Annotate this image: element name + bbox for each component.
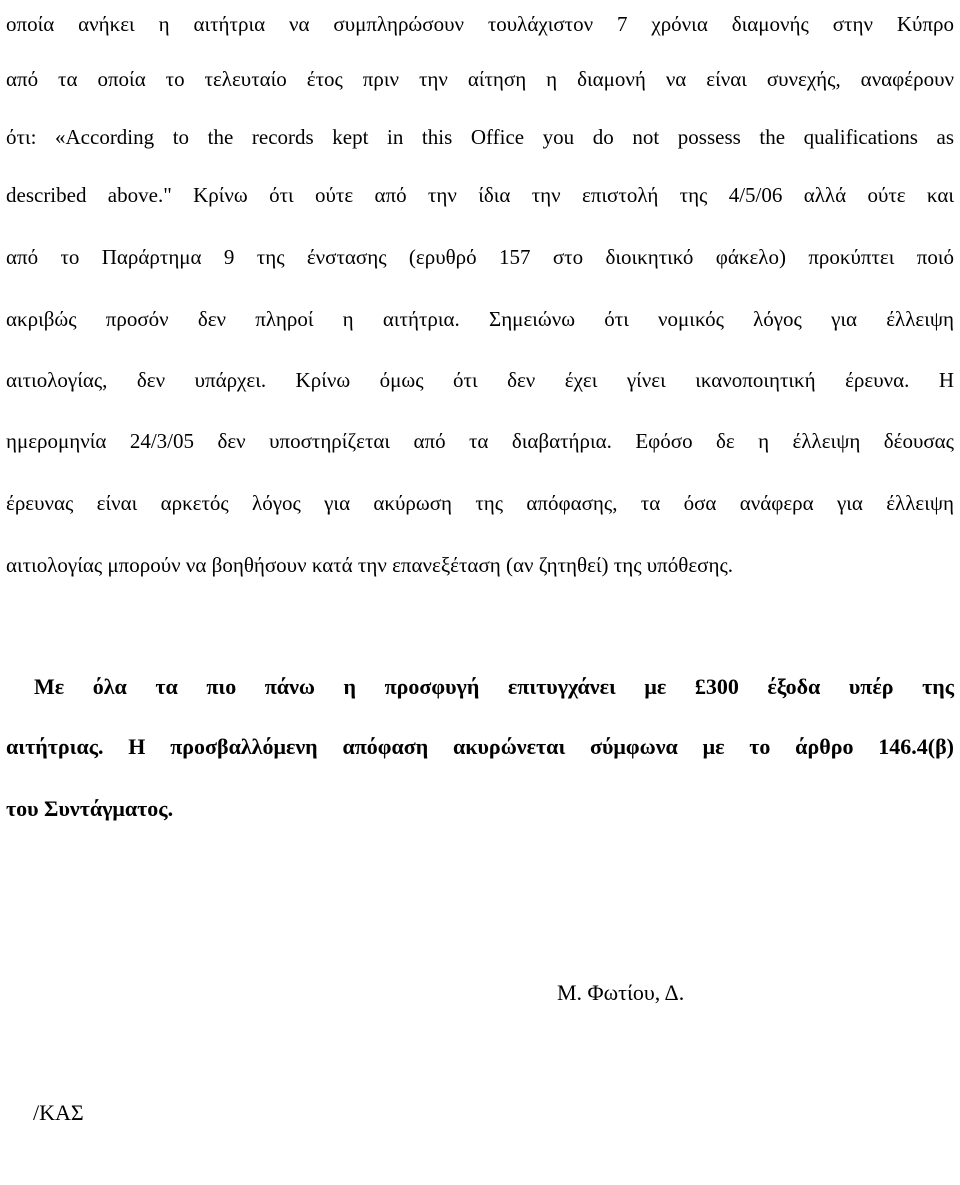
judge-signature: Μ. Φωτίου, Δ. xyxy=(557,980,685,1005)
body-line-8: ημερομηνία 24/3/05 δεν υποστηρίζεται από τα διαβατήρια. Εφόσο δε η έλλειψη δέουσας xyxy=(6,429,954,453)
conclusion-line-2: αιτήτριας. Η προσβαλλόμενη απόφαση ακυρώνεται σύμφωνα με το άρθρο 146.4(β) xyxy=(6,734,954,759)
body-line-1: οποία ανήκει η αιτήτρια να συμπληρώσουν τουλάχιστον 7 χρόνια διαμονής στην Κύπρο xyxy=(6,12,954,36)
typist-initials: /ΚΑΣ xyxy=(33,1100,84,1125)
conclusion-line-1: Με όλα τα πιο πάνω η προσφυγή επιτυγχάνει με £300 έξοδα υπέρ της xyxy=(34,674,954,699)
body-line-9: έρευνας είναι αρκετός λόγος για ακύρωση της απόφασης, τα όσα ανάφερα για έλλειψη xyxy=(6,491,954,515)
body-line-5: από το Παράρτημα 9 της ένστασης (ερυθρό 157 στο διοικητικό φάκελο) προκύπτει ποιό xyxy=(6,245,954,269)
conclusion-line-3: του Συντάγματος. xyxy=(6,796,174,821)
body-line-2: από τα οποία το τελευταίο έτος πριν την αίτηση η διαμονή να είναι συνεχής, αναφέρουν xyxy=(6,67,954,91)
body-line-10: αιτιολογίας μπορούν να βοηθήσουν κατά την επανεξέταση (αν ζητηθεί) της υπόθεσης. xyxy=(6,553,734,577)
body-line-7: αιτιολογίας, δεν υπάρχει. Κρίνω όμως ότι δεν έχει γίνει ικανοποιητική έρευνα. Η xyxy=(6,368,954,392)
body-line-6: ακριβώς προσόν δεν πληροί η αιτήτρια. Σημειώνω ότι νομικός λόγος για έλλειψη xyxy=(6,307,954,331)
body-line-3: ότι: «According to the records kept in this Office you do not possess the qualifications as xyxy=(6,125,954,149)
body-line-4: described above." Κρίνω ότι ούτε από την ίδια την επιστολή της 4/5/06 αλλά ούτε και xyxy=(6,183,954,207)
